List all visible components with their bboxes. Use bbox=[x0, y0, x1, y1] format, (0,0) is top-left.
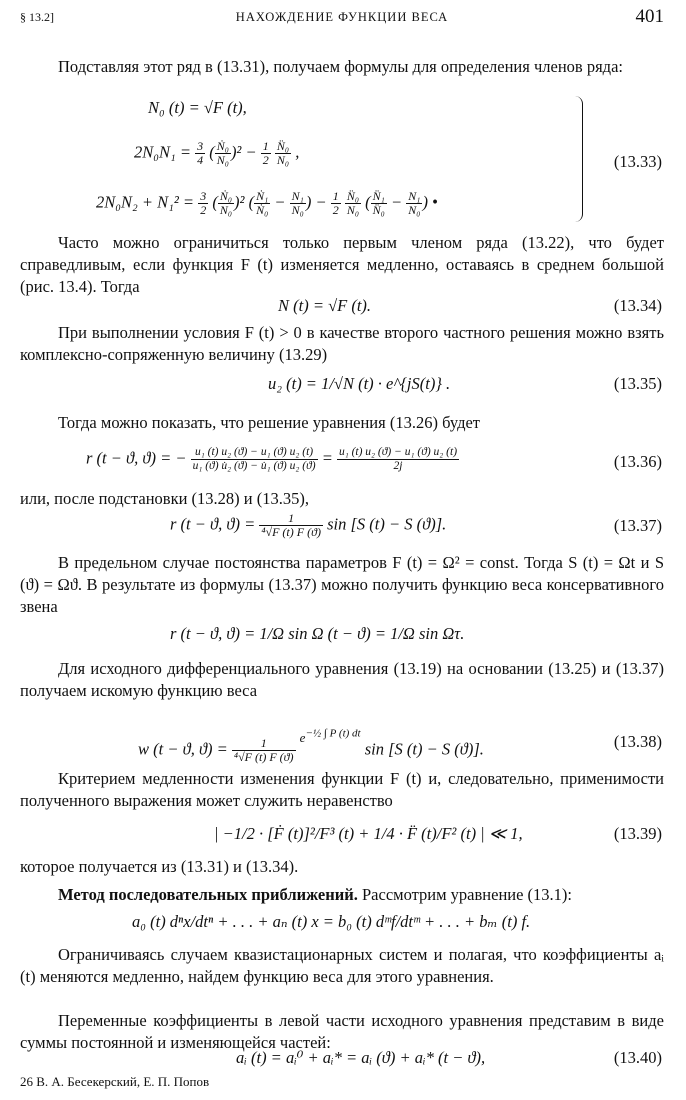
equation-13-40: aᵢ (t) = aᵢ⁰ + aᵢ* = aᵢ (ϑ) + aᵢ* (t − ϑ), bbox=[236, 1048, 486, 1067]
fraction: $\frac{\text{N₁}}{\text{N₀}}$ bbox=[408, 189, 421, 217]
fraction: $\frac{\text{N̈₀}}{\text{N₀}}$ bbox=[276, 139, 290, 167]
fraction: $\frac{1}{2}$ bbox=[262, 139, 269, 167]
equation-number-13-36: (13.36) bbox=[613, 452, 662, 471]
fraction: $\frac{3}{2}$ bbox=[200, 189, 207, 217]
equation-13-37-rhs: sin [S (t) − S (ϑ)]. bbox=[327, 514, 447, 534]
running-title: НАХОЖДЕНИЕ ФУНКЦИИ ВЕСА bbox=[235, 10, 449, 24]
page-number: 401 bbox=[635, 6, 664, 27]
paragraph-10 bbox=[20, 884, 664, 906]
method-heading: Метод последовательных приближений. bbox=[58, 885, 358, 904]
fraction: $\frac{\text{u₁ (t) u₂ (ϑ) − u₁ (ϑ) u₂ (t)}}{2j}$ bbox=[338, 446, 458, 472]
paragraph-6: В предельном случае постоянства параметров F (t) = Ω² = const. Тогда S (t) = Ωt и S (ϑ) = Ωϑ. В результате из формулы (13.37) можно получить функцию веса консервативного звена bbox=[20, 553, 664, 616]
equation-13-1: a₀ (t) dⁿx/dtⁿ + . . . + aₙ (t) x = b₀ (t) dᵐf/dtᵐ + . . . + bₘ (t) f. bbox=[132, 912, 531, 931]
fraction: $\frac{1}{2}$ bbox=[332, 189, 339, 217]
paragraph-7: Для исходного дифференциального уравнения (13.19) на основании (13.25) и (13.37) получаем искомую функцию веса bbox=[20, 659, 664, 700]
equation-13-33-line-2: 2N₀N₁ = $\frac{3}{4}$ ( $\frac{\text{Ṅ₀}}{\text{N₀}}$ )² − $\frac{1}{2}$ $\frac{\text{N̈₀}}{\text{N₀}}$ , bbox=[134, 139, 300, 167]
equation-number-13-33: (13.33) bbox=[613, 152, 662, 171]
equation-13-33-line-3: 2N₀N₂ + N₁² = $\frac{3}{2}$ ( $\frac{\text{Ṅ₀}}{\text{N₀}}$ )² ( $\frac{\text{Ṅ₁}}{\text{Ṅ₀}}$ − $\frac{\text{N₁}}{\text{N₀}}$ ) − $\frac{1}{2}$ $\frac{\text{N̈₀}}{\text{N₀}}$ ( $\frac{\text{N̈₁}}{\text{N̈₀}}$ − $\frac{\text{N₁}}{\text{N₀}}$ ) • bbox=[96, 189, 438, 217]
equation-number-13-40: (13.40) bbox=[613, 1048, 662, 1067]
fraction: $\frac{1}{\text{⁴√F (t) F (ϑ)}}$ bbox=[233, 736, 294, 765]
equation-number-13-38: (13.38) bbox=[613, 732, 662, 751]
paragraph-10-text: Рассмотрим уравнение (13.1): bbox=[357, 885, 573, 904]
equation-13-38-rhs: sin [S (t) − S (ϑ)]. bbox=[364, 739, 484, 759]
equation-13-36: r (t − ϑ, ϑ) = − $\frac{\text{u₁ (t) u₂ (ϑ) − u₁ (ϑ) u₂ (t)}}{\text{u₁ (ϑ) u̇₂ (ϑ) − u̇₁ (ϑ) u₂ (ϑ)}}$ = $\frac{\text{u₁ (t) u₂ (ϑ) − u₁ (ϑ) u₂ (t)}}{2j}$ bbox=[86, 446, 458, 472]
fraction: $\frac{\text{N̈₀}}{\text{N₀}}$ bbox=[346, 189, 360, 217]
exponent: e−½ ∫ P (t) dt bbox=[299, 728, 361, 746]
equation-13-37-lhs: r (t − ϑ, ϑ) = bbox=[170, 514, 260, 534]
paragraph-1: Подставляя этот ряд в (13.31), получаем формулы для определения членов ряда: bbox=[58, 57, 623, 76]
fraction: $\frac{\text{Ṅ₀}}{\text{N₀}}$ bbox=[216, 139, 229, 167]
equation-13-37 bbox=[170, 512, 446, 539]
section-ref: § 13.2] bbox=[20, 10, 54, 24]
running-header bbox=[20, 6, 664, 28]
equation-conservative-link: r (t − ϑ, ϑ) = 1/Ω sin Ω (t − ϑ) = 1/Ω sin Ωτ. bbox=[170, 624, 465, 643]
footer-signature: 26 В. А. Бесекерский, Е. П. Попов bbox=[20, 1074, 210, 1089]
equation-number-13-37: (13.37) bbox=[613, 516, 662, 535]
equation-13-38-lhs: w (t − ϑ, ϑ) = bbox=[138, 739, 232, 759]
equation-13-39: | −1/2 · [Ḟ (t)]²/F³ (t) + 1/4 · F̈ (t)/F² (t) | ≪ 1, bbox=[214, 824, 523, 843]
fraction: $\frac{\text{Ṅ₁}}{\text{Ṅ₀}}$ bbox=[256, 189, 269, 217]
paragraph-8: Критерием медленности изменения функции F (t) и, следовательно, применимости полученного выражения может служить неравенство bbox=[20, 769, 664, 810]
equation-13-34: N (t) = √F (t). bbox=[278, 296, 372, 315]
fraction: $\frac{1}{\text{⁴√F (t) F (ϑ)}}$ bbox=[261, 511, 321, 539]
fraction: $\frac{\text{u₁ (t) u₂ (ϑ) − u₁ (ϑ) u₂ (t)}}{\text{u₁ (ϑ) u̇₂ (ϑ) − u̇₁ (ϑ) u₂ (ϑ)}}$ bbox=[192, 446, 316, 472]
fraction: $\frac{\text{N₁}}{\text{N₀}}$ bbox=[291, 189, 304, 217]
paragraph-12: Переменные коэффициенты в левой части исходного уравнения представим в виде суммы постоянной и изменяющейся частей: bbox=[20, 1011, 664, 1052]
equation-13-33-line-2-lhs: 2N₀N₁ = bbox=[134, 142, 196, 162]
equation-13-35: u₂ (t) = 1/√N (t) · e^{jS(t)} . bbox=[268, 374, 451, 393]
equation-13-36-lhs: r (t − ϑ, ϑ) = − bbox=[86, 448, 187, 468]
equation-13-33-line-3-lhs: 2N₀N₂ + N₁² = bbox=[96, 192, 199, 212]
paragraph-4: Тогда можно показать, что решение уравнения (13.26) будет bbox=[58, 413, 480, 432]
equation-number-13-39: (13.39) bbox=[613, 824, 662, 843]
equation-13-38 bbox=[138, 728, 484, 764]
fraction: $\frac{\text{N̈₁}}{\text{N̈₀}}$ bbox=[372, 189, 385, 217]
paragraph-5: или, после подстановки (13.28) и (13.35), bbox=[20, 489, 309, 508]
paragraph-11: Ограничиваясь случаем квазистационарных систем и полагая, что коэффициенты aᵢ (t) меняются медленно, найдем функцию веса для этого уравнения. bbox=[20, 945, 664, 986]
equation-13-33-line-1: N₀ (t) = √F (t), bbox=[148, 98, 247, 117]
fraction: $\frac{3}{4}$ bbox=[197, 139, 204, 167]
fraction: $\frac{\text{Ṅ₀}}{\text{N₀}}$ bbox=[219, 189, 233, 217]
equation-number-13-35: (13.35) bbox=[613, 374, 662, 393]
paragraph-2: Часто можно ограничиться только первым членом ряда (13.22), что будет справедливым, если функция F (t) изменяется медленно, оставаясь в среднем большой (рис. 13.4). Тогда bbox=[20, 233, 664, 296]
right-brace bbox=[572, 96, 583, 222]
paragraph-9: которое получается из (13.31) и (13.34). bbox=[20, 857, 299, 876]
paragraph-3: При выполнении условия F (t) > 0 в качестве второго частного решения можно взять комплексно-сопряженную величину (13.29) bbox=[20, 323, 664, 364]
equation-number-13-34: (13.34) bbox=[613, 296, 662, 315]
